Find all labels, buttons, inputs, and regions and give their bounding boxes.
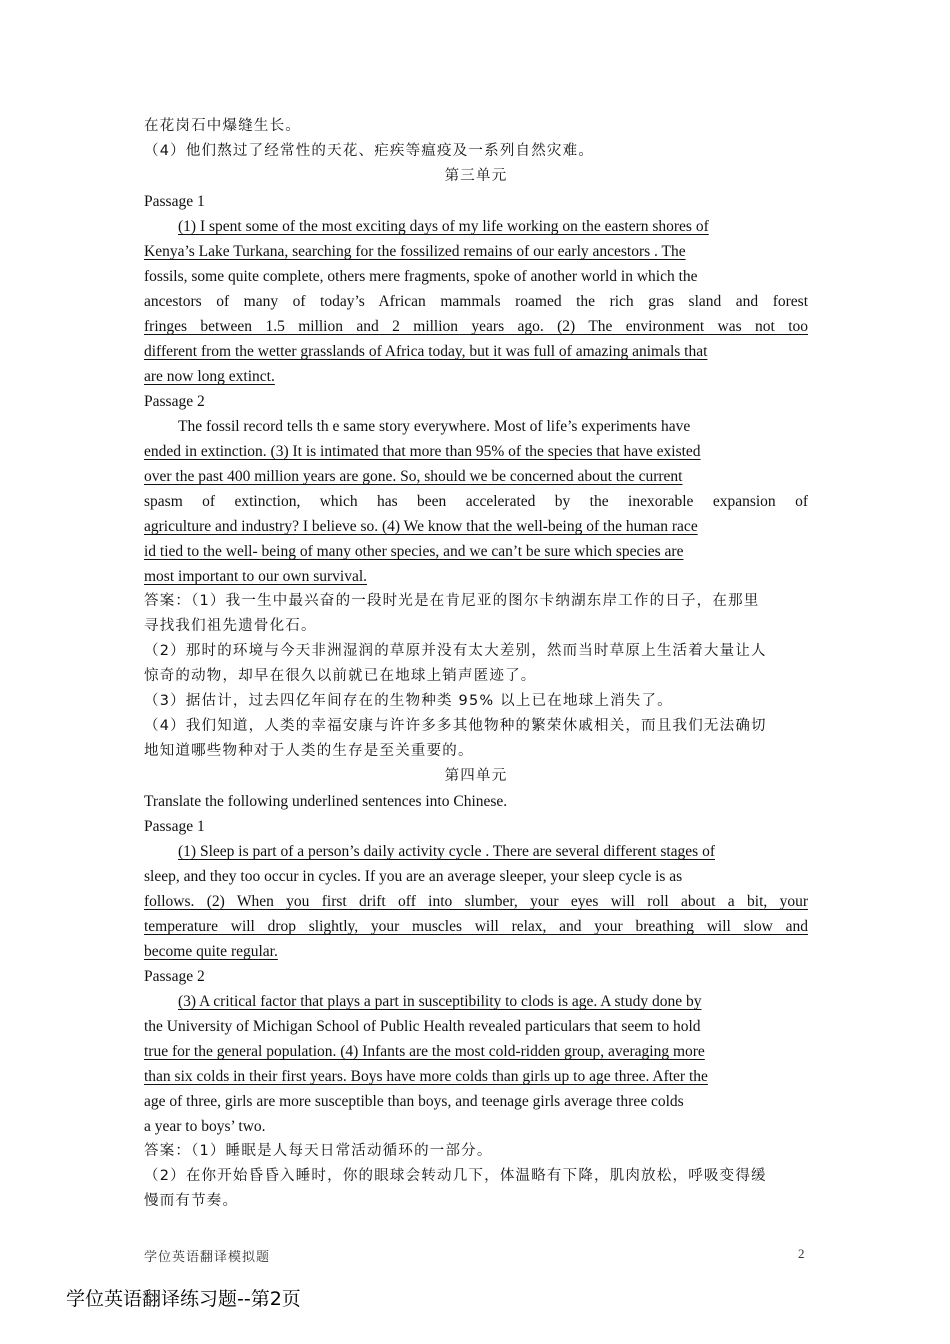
text-line — [144, 539, 808, 564]
text-line-content: temperature will drop slightly, your muscles will relax, and your breathing will slow and — [144, 918, 808, 935]
text-line-content: fossils, some quite complete, others mere fragments, spoke of another world in which the — [144, 268, 698, 285]
text-line — [144, 939, 808, 964]
text-line-content: over the past 400 million years are gone. So, should we be concerned about the current — [144, 468, 683, 485]
text-line-content: （3）据估计，过去四亿年间存在的生物种类 95% 以上已在地球上消失了。 — [144, 693, 673, 709]
text-line-content: than six colds in their first years. Boys have more colds than girls up to age three. After the — [144, 1068, 708, 1085]
text-line — [144, 1139, 808, 1164]
text-line — [144, 1114, 808, 1139]
text-line-content: (3) A critical factor that plays a part in susceptibility to clods is age. A study done by — [178, 993, 702, 1010]
page-footer-title: 学位英语翻译模拟题 — [144, 1250, 271, 1265]
text-line — [144, 689, 808, 714]
text-line — [144, 1064, 808, 1089]
text-line — [144, 264, 808, 289]
text-line-content: follows. (2) When you first drift off into slumber, your eyes will roll about a bit, your — [144, 893, 808, 910]
text-line — [144, 114, 808, 139]
text-line — [144, 239, 808, 264]
text-line — [144, 614, 808, 639]
text-line — [144, 214, 808, 239]
text-line-content: are now long extinct. — [144, 368, 275, 385]
text-line-content: The fossil record tells th e same story everywhere. Most of life’s experiments have — [178, 418, 691, 435]
text-line — [144, 139, 808, 164]
text-line-content: become quite regular. — [144, 943, 278, 960]
text-line-content: 答案：（1）睡眠是人每天日常活动循环的一部分。 — [144, 1143, 493, 1159]
text-line-content: Kenya’s Lake Turkana, searching for the fossilized remains of our early ancestors . The — [144, 243, 686, 260]
text-line-content: Passage 2 — [144, 968, 205, 985]
text-line — [144, 364, 808, 389]
text-line — [144, 389, 808, 414]
text-line-content: (1) I spent some of the most exciting days of my life working on the eastern shores of — [178, 218, 709, 235]
text-line-content: （2）在你开始昏昏入睡时，你的眼球会转动几下，体温略有下降，肌肉放松，呼吸变得缓 — [144, 1168, 767, 1184]
document-caption: 学位英语翻译练习题--第2页 — [66, 1288, 301, 1310]
text-line — [144, 189, 808, 214]
text-line — [144, 339, 808, 364]
text-line — [144, 464, 808, 489]
text-line-content: 在花岗石中爆缝生长。 — [144, 118, 301, 134]
text-line — [144, 789, 808, 814]
text-line — [144, 914, 808, 939]
text-line — [144, 489, 808, 514]
text-line — [144, 1164, 808, 1189]
text-line — [144, 1189, 808, 1214]
text-line-content: 惊奇的动物，却早在很久以前就已在地球上销声匿迹了。 — [144, 668, 537, 684]
text-line-content: spasm of extinction, which has been accelerated by the inexorable expansion of — [144, 493, 808, 510]
text-line — [144, 1014, 808, 1039]
text-line — [144, 989, 808, 1014]
text-line — [144, 564, 808, 589]
text-line-content: age of three, girls are more susceptible than boys, and teenage girls average three colds — [144, 1093, 684, 1110]
text-line — [144, 289, 808, 314]
text-line — [144, 639, 808, 664]
text-line-content: Translate the following underlined sentences into Chinese. — [144, 793, 508, 810]
text-line — [144, 414, 808, 439]
text-line — [144, 964, 808, 989]
text-line-content: ancestors of many of today’s African mammals roamed the rich gras sland and forest — [144, 293, 808, 310]
text-line — [144, 864, 808, 889]
text-line-content: the University of Michigan School of Public Health revealed particulars that seem to hold — [144, 1018, 701, 1035]
text-line-content: id tied to the well- being of many other species, and we can’t be sure which species are — [144, 543, 684, 560]
text-line — [144, 714, 808, 739]
text-line-content: a year to boys’ two. — [144, 1118, 266, 1135]
text-line — [144, 764, 808, 789]
text-line-content: 慢而有节奏。 — [144, 1193, 239, 1209]
text-line — [144, 739, 808, 764]
text-line-content: fringes between 1.5 million and 2 million years ago. (2) The environment was not too — [144, 318, 808, 335]
text-line — [144, 889, 808, 914]
text-line — [144, 1089, 808, 1114]
text-line-content: 答案：（1）我一生中最兴奋的一段时光是在肯尼亚的图尔卡纳湖东岸工作的日子，在那里 — [144, 593, 760, 609]
text-line-content: most important to our own survival. — [144, 568, 368, 585]
text-line-content: different from the wetter grasslands of Africa today, but it was full of amazing animals that — [144, 343, 708, 360]
text-line — [144, 514, 808, 539]
text-line-content: （4）他们熬过了经常性的天花、疟疾等瘟疫及一系列自然灾难。 — [144, 143, 595, 159]
text-line — [144, 814, 808, 839]
text-line-content: Passage 1 — [144, 818, 205, 835]
text-line — [144, 164, 808, 189]
text-line-content: 第四单元 — [444, 768, 508, 784]
text-line-content: Passage 1 — [144, 193, 205, 210]
text-line-content: Passage 2 — [144, 393, 205, 410]
text-line-content: (1) Sleep is part of a person’s daily activity cycle . There are several different stages of — [178, 843, 715, 860]
text-line — [144, 839, 808, 864]
text-line-content: 地知道哪些物种对于人类的生存是至关重要的。 — [144, 743, 474, 759]
text-line-content: （4）我们知道，人类的幸福安康与许许多多其他物种的繁荣休戚相关，而且我们无法确切 — [144, 718, 767, 734]
text-line — [144, 314, 808, 339]
text-line — [144, 664, 808, 689]
text-line-content: 第三单元 — [444, 168, 508, 184]
text-line-content: true for the general population. (4) Infants are the most cold-ridden group, averaging more — [144, 1043, 705, 1060]
text-line-content: 寻找我们祖先遗骨化石。 — [144, 618, 317, 634]
text-line-content: ended in extinction. (3) It is intimated that more than 95% of the species that have existed — [144, 443, 701, 460]
text-line — [144, 589, 808, 614]
text-line-content: sleep, and they too occur in cycles. If you are an average sleeper, your sleep cycle is as — [144, 868, 683, 885]
text-line-content: agriculture and industry? I believe so. (4) We know that the well-being of the human race — [144, 518, 698, 535]
text-line — [144, 439, 808, 464]
text-line-content: （2）那时的环境与今天非洲湿润的草原并没有太大差别，然而当时草原上生活着大量让人 — [144, 643, 767, 659]
page-number: 2 — [798, 1246, 805, 1261]
document-body — [144, 114, 808, 1214]
text-line — [144, 1039, 808, 1064]
